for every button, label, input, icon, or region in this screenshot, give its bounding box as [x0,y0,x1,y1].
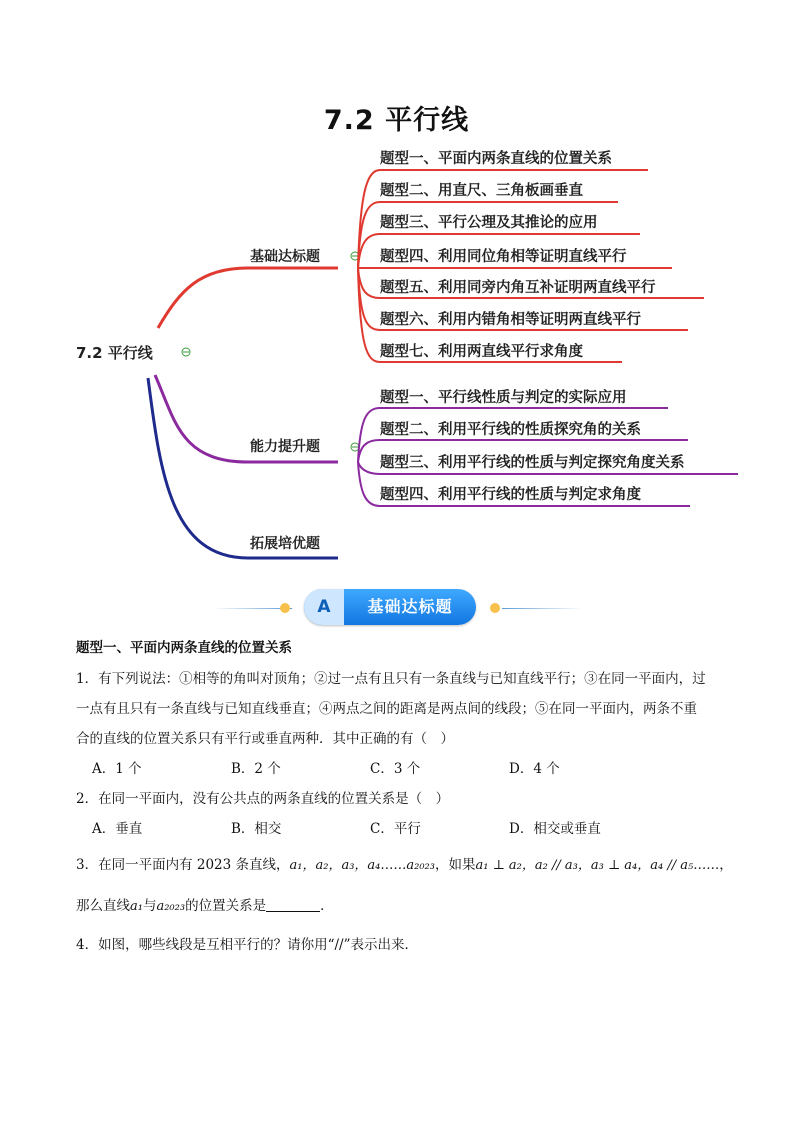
dot-icon [490,603,500,613]
answer-blank[interactable] [266,897,320,912]
banner-text: 基础达标题 [367,597,453,616]
mindmap-item: 题型二、用直尺、三角板画垂直 [380,183,583,199]
mindmap-item: 题型一、平行线性质与判定的实际应用 [380,390,627,406]
question-text-part: 那么直线 [76,898,130,914]
mindmap-item: 题型四、利用平行线的性质与判定求角度 [380,487,641,503]
question-text [76,891,736,922]
question-text: 合的直线的位置关系只有平行或垂直两种．其中正确的有（ ） [76,731,454,747]
question-text-part: 与 [142,898,157,914]
math-expression: a₂₀₂₃ [156,899,186,914]
question-text [76,850,736,881]
mindmap-root: 7.2 平行线 [76,344,153,362]
mindmap-item: 题型六、利用内错角相等证明两直线平行 [380,312,641,328]
mindmap-item: 题型一、平面内两条直线的位置关系 [380,151,612,167]
mindmap-item: 题型五、利用同旁内角互补证明两直线平行 [380,280,656,296]
question-4: 4．如图，哪些线段是互相平行的？请你用“//”表示出来． [76,937,418,953]
math-expression: a₁，a₂，a₃，a₄……a₂₀₂₃ [289,858,435,873]
question-3 [76,850,736,922]
branch-label-basic: 基础达标题 [250,249,320,265]
dot-icon [280,603,290,613]
mindmap-item: 题型七、利用两直线平行求角度 [380,344,583,360]
question-text: 1．有下列说法：①相等的角叫对顶角；②过一点有且只有一条直线与已知直线平行；③在同一平面内，过 [76,671,706,687]
section-heading: 题型一、平面内两条直线的位置关系 [76,640,292,656]
question-1 [76,664,736,784]
option-a[interactable]: A．垂直 [92,821,143,837]
option-b[interactable]: B．相交 [231,821,282,837]
option-a[interactable]: A．1 个 [92,761,142,777]
page-title: 7.2 平行线 [323,105,470,136]
banner-pill [304,589,476,625]
mindmap-item: 题型三、利用平行线的性质与判定探究角度关系 [380,455,685,471]
option-b[interactable]: B．2 个 [231,761,281,777]
question-text: 2．在同一平面内，没有公共点的两条直线的位置关系是（ ） [76,791,450,807]
banner-divider [502,608,582,609]
question-text-part: ，如果 [434,857,476,873]
math-expression: a₁ ⊥ a₂，a₂ // a₃，a₃ ⊥ a₄，a₄ // a₅…… [475,858,720,873]
question-text: 一点有且只有一条直线与已知直线垂直；④两点之间的距离是两点间的线段；⑤在同一平面内，两条不重 [76,701,697,717]
answer-options [76,754,736,784]
math-expression: a₁ [130,899,143,914]
option-c[interactable]: C．平行 [370,821,421,837]
question-section [76,636,736,960]
branch-label-advanced: 能力提升题 [250,439,320,455]
option-c[interactable]: C．3 个 [370,761,421,777]
mindmap-item: 题型四、利用同位角相等证明直线平行 [380,249,627,265]
question-text-part: 3．在同一平面内有 2023 条直线， [76,857,290,873]
mindmap-item: 题型三、平行公理及其推论的应用 [380,215,598,231]
mindmap-item: 题型二、利用平行线的性质探究角的关系 [380,422,641,438]
answer-options [76,814,736,844]
collapse-icon[interactable] [182,348,190,356]
question-text-part: 的位置关系是 [185,898,267,914]
banner-letter: A [317,597,331,617]
branch-connector-extension [148,378,338,558]
branch-label-extension: 拓展培优题 [250,536,320,552]
question-text-part: ． [320,898,334,914]
question-2 [76,784,736,844]
question-text-part: ， [719,857,733,873]
section-banner [212,588,582,628]
option-d[interactable]: D．相交或垂直 [509,821,601,837]
option-d[interactable]: D．4 个 [509,761,560,777]
branch-connector-basic [158,268,338,328]
